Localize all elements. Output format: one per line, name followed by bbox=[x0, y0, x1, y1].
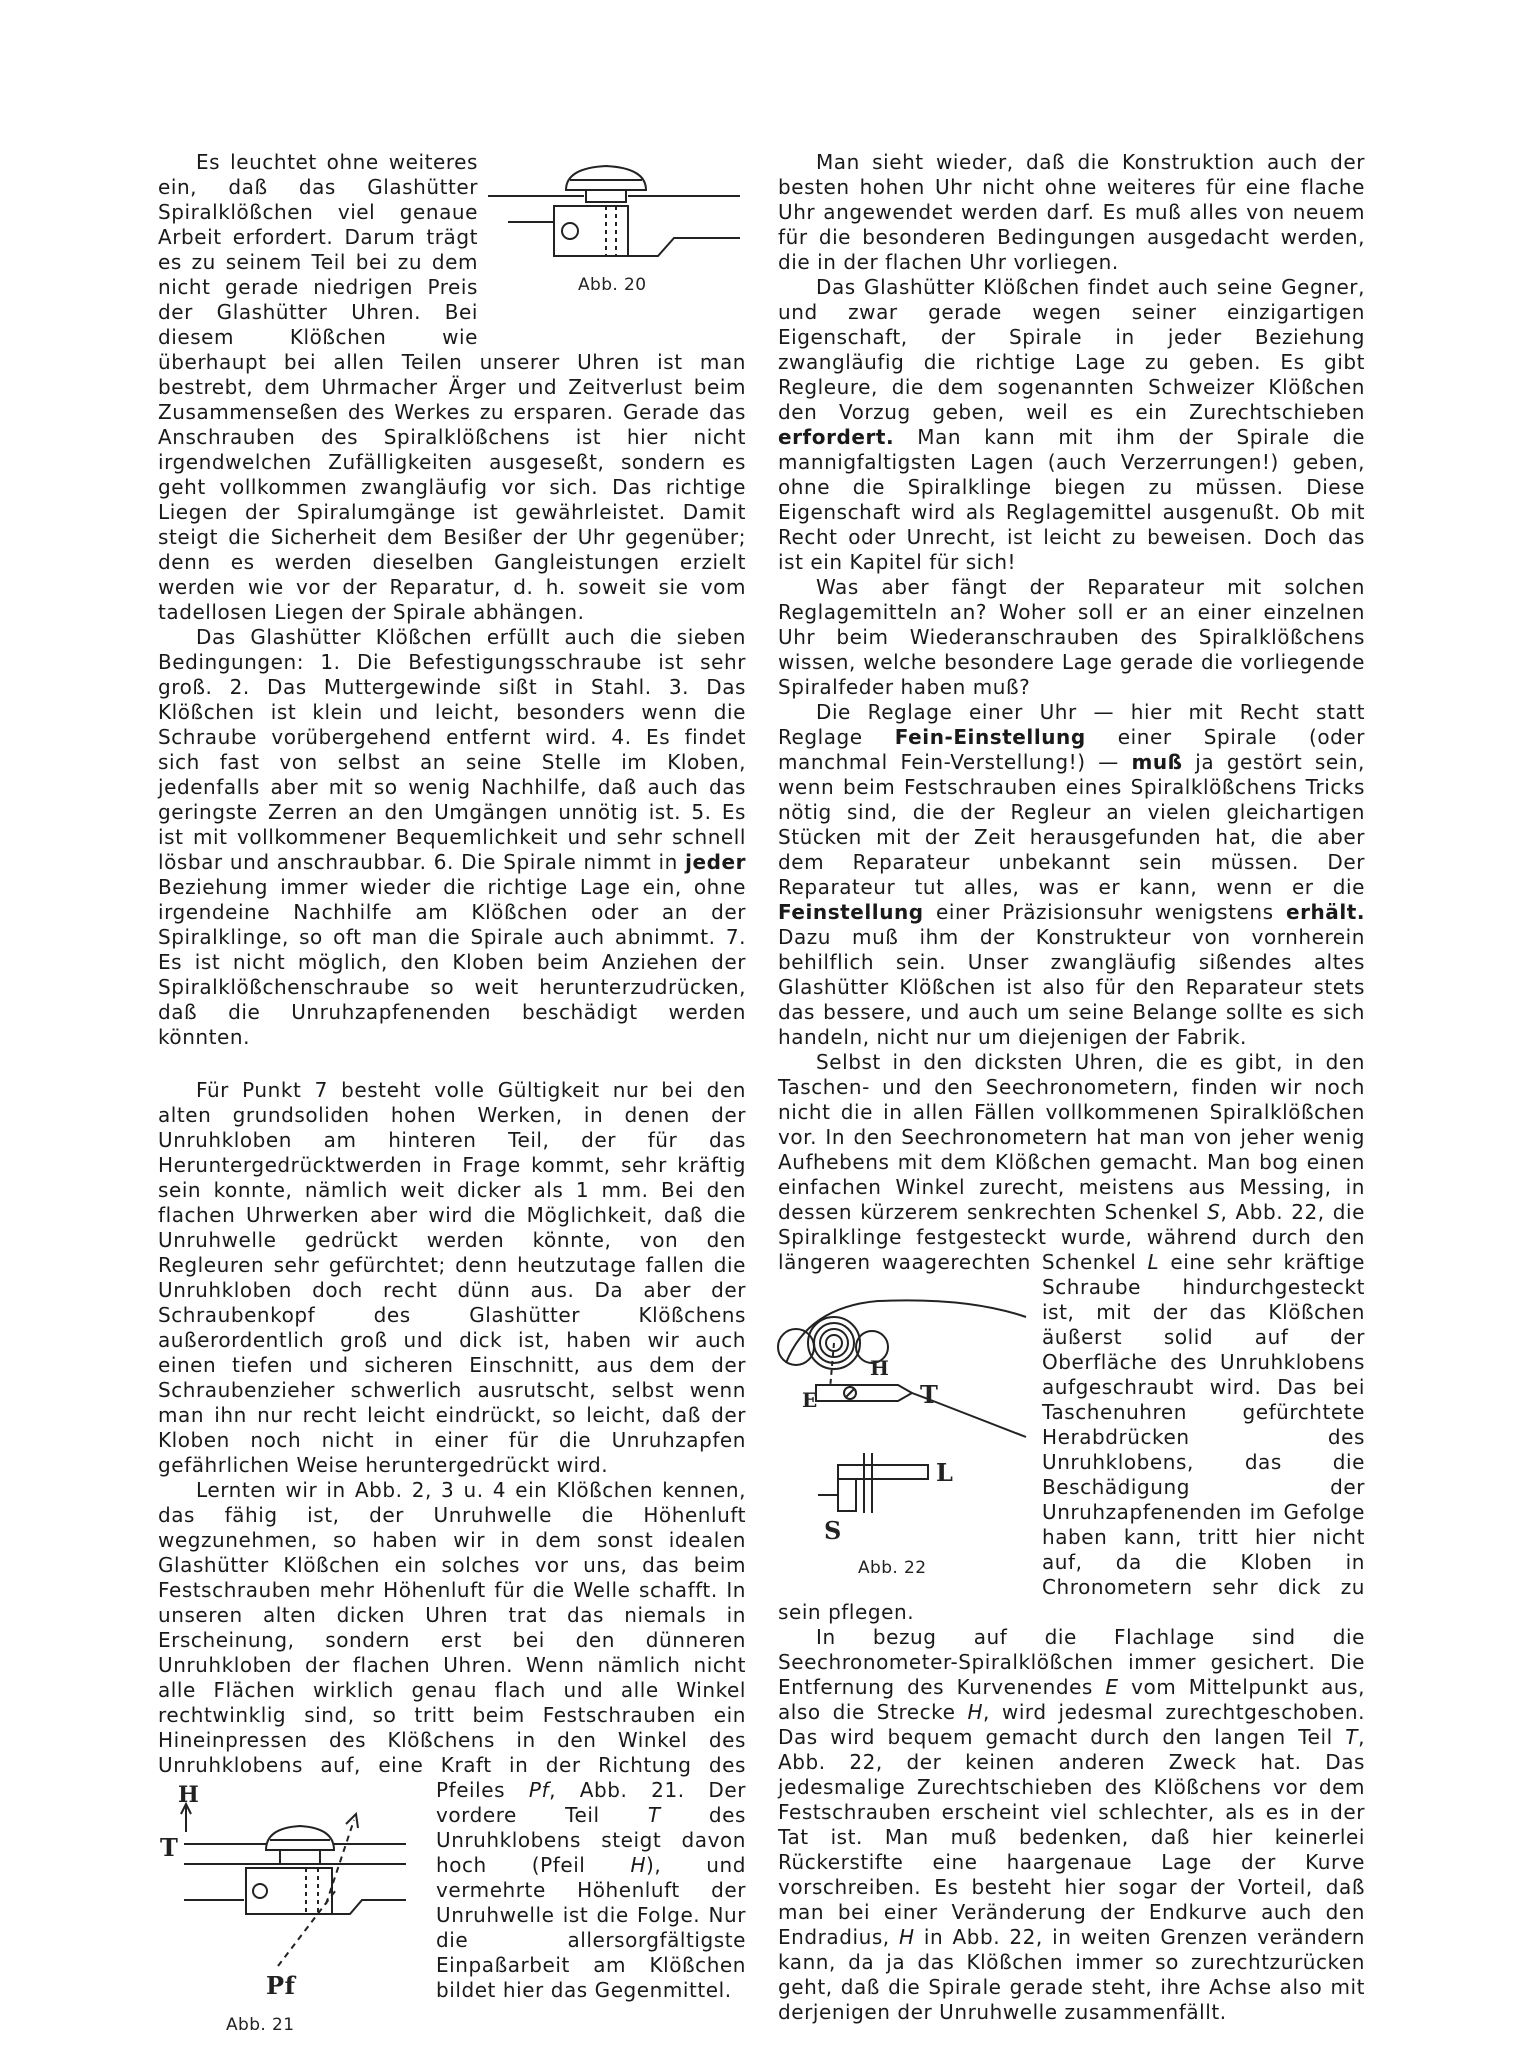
right-paragraph-6: In bezug auf die Flachlage sind die Seechronometer-Spiralklößchen immer gesichert. Die Entfernung des Kurvenendes E vom Mittelpunkt aus, also die Strecke H, wird jedesmal zurechtgeschoben. Das wird bequem gemacht durch den langen Teil T, Abb. 22, der keinen anderen Zweck hat. Das jedesmalige Zurechtschieben des Klößchens vor dem Festschrauben erscheint viel schlechter, als es in der Tat ist. Man muß bedenken, daß hier keinerlei Rückerstifte eine haargenaue Lage der Kurve vorschreiben. Es besteht hier sogar der Vorteil, daß man bei einer Veränderung der Endkurve auch den Endradius, H in Abb. 22, in weiten Grenzen verändern kann, da ja das Klößchen immer so zurechtzurücken geht, daß die Spirale gerade steht, ihre Achse also mit derjenigen der Unruhwelle zusammenfällt. bbox=[778, 1625, 1365, 2024]
figure-22-label-e: E bbox=[802, 1388, 818, 1412]
right-paragraph-2: Das Glashütter Klößchen findet auch seine Gegner, und zwar gerade wegen seiner einzigartigen Eigenschaft, der Spirale in jeder Beziehung zwangläufig die richtige Lage zu geben. Es gibt Regleure, die dem sogenannten Schweizer Klößchen den Vorzug geben, weil es ein Zurechtschieben erfordert. Man kann mit ihm der Spirale die mannigfaltigsten Lagen (auch Verzerrungen!) geben, ohne die Spiralklinge biegen zu müssen. Diese Eigenschaft wird als Reglagemittel ausgenußt. Ob mit Recht oder Unrecht, ist leicht zu beweisen. Doch das ist ein Kapitel für sich! bbox=[778, 275, 1365, 574]
left-paragraph-1: Abb. 20 Es leuchtet ohne weiteres ein, daß das Glashütter Spiralklößchen viel genaue Arbeit erfordert. Darum trägt es zu seinem Teil bei zu dem nicht gerade niedrigen Preis der Glashütter Uhren. Bei diesem Klößchen wie überhaupt bei allen Teilen unserer Uhren ist man bestrebt, dem Uhrmacher Ärger und Zeitverlust beim Zusammenseßen des Werkes zu ersparen. Gerade das Anschrauben des Spiralklößchens ist hier nicht irgendwelchen Zufälligkeiten ausgeseßt, sondern es geht vollkommen zwangläufig vor sich. Das richtige Liegen der Spiralumgänge ist gewährleistet. Damit steigt die Sicherheit dem Besißer der Uhr gegenüber; denn es werden dieselben Gangleistungen erzielt werden wie vor der Reparatur, d. h. soweit sie vom tadellosen Liegen der Spirale abhängen. bbox=[158, 150, 746, 625]
right-paragraph-1: Man sieht wieder, daß die Konstruktion auch der besten hohen Uhr nicht ohne weiteres für eine flache Uhr angewendet werden darf. Es muß alles von neuem für die besonderen Bedingungen ausgedacht werden, die in der flachen Uhr vorliegen. bbox=[778, 150, 1365, 274]
right-column bbox=[778, 150, 1365, 2025]
left-paragraph-3: Für Punkt 7 besteht volle Gültigkeit nur bei den alten grundsoliden hohen Werken, in denen der Unruhkloben am hinteren Teil, der für das Heruntergedrücktwerden in Frage kommt, sehr kräftig sein konnte, nämlich weit dicker als 1 mm. Bei den flachen Uhrwerken aber wird die Möglichkeit, daß die Unruhwelle gedrückt werden könnte, von den Regleuren sehr gefürchtet; denn heutzutage fallen die Unruhkloben doch recht dünn aus. Da aber der Schraubenkopf des Glashütter Klößchens außerordentlich groß und dick ist, haben wir auch einen tiefen und sicheren Einschnitt, aus dem der Schraubenzieher schwerlich ausrutscht, selbst wenn man ihn nur recht leicht eindrückt, so leicht, daß der Kloben noch nicht in einer für die Unruhzapfen gefährlichen Weise heruntergedrückt wird. bbox=[158, 1078, 746, 1477]
figure-20 bbox=[488, 150, 750, 322]
left-column bbox=[158, 150, 746, 2034]
right-paragraph-3: Was aber fängt der Reparateur mit solchen Reglagemitteln an? Woher soll er an einer einzelnen Uhr beim Wiederanschrauben des Spiralklößchens wissen, welche besondere Lage gerade die vorliegende Spiralfeder haben muß? bbox=[778, 575, 1365, 699]
figure-20-caption: Abb. 20 bbox=[578, 275, 647, 295]
figure-22-caption: Abb. 22 bbox=[858, 1558, 927, 1578]
figure-21-label-pf: Pf bbox=[266, 1971, 296, 2000]
figure-22-label-l: L bbox=[936, 1458, 954, 1487]
left-paragraph-2: Das Glashütter Klößchen erfüllt auch die sieben Bedingungen: 1. Die Befestigungsschraube ist sehr groß. 2. Das Muttergewinde sißt in Stahl. 3. Das Klößchen ist klein und leicht, besonders wenn die Schraube vorübergehend entfernt wird. 4. Es findet sich fast von selbst an seine Stelle im Kloben, jedenfalls aber mit so wenig Nachhilfe, daß auch das geringste Zerren an den Umgängen unnötig ist. 5. Es ist mit vollkommener Bequemlichkeit und sehr schnell lösbar und anschraubbar. 6. Die Spirale nimmt in jeder Beziehung immer wieder die richtige Lage ein, ohne irgendeine Nachhilfe am Klößchen oder an der Spiralklinge, so oft man die Spirale auch abnimmt. 7. Es ist nicht möglich, den Kloben beim Anziehen der Spiralklößchenschraube so weit herunterzudrücken, daß die Unruhzapfenenden beschädigt werden könnten. bbox=[158, 625, 746, 1049]
figure-22-label-s: S bbox=[824, 1516, 842, 1545]
figure-21 bbox=[150, 1784, 424, 2034]
right-paragraph-5: Selbst in den dicksten Uhren, die es gibt, in den Taschen- und den Seechronometern, finden wir noch nicht die in allen Fällen vollkommenen Spiralklößchen vor. In den Seechronometern hat man von jeher wenig Aufhebens mit dem Klößchen gemacht. Man bog einen einfachen Winkel zurecht, meistens aus Messing, in dessen kürzerem senkrechten Schenkel S, Abb. 22, die Spiralklinge festgesteckt wurde, während durch den längeren waagerechten Schenkel H E T L S Abb. 22 L eine sehr kräftige Schraube hindurchgesteckt ist, mit der das Klößchen äußerst solid auf der Oberfläche des Unruhklobens aufgeschraubt wird. Das bei Taschenuhren gefürchtete Herabdrücken des Unruhklobens, das die Beschädigung der Unruhzapfenenden im Gefolge haben kann, tritt hier nicht auf, da die Kloben in Chronometern sehr dick zu sein pflegen. bbox=[778, 1050, 1365, 1625]
figure-22-label-h: H bbox=[870, 1356, 890, 1380]
figure-22 bbox=[768, 1277, 1032, 1583]
right-paragraph-4: Die Reglage einer Uhr — hier mit Recht statt Reglage Fein-Einstellung einer Spirale (oder manchmal Fein-Verstellung!) — muß ja gestört sein, wenn beim Festschrauben eines Spiralklößchens Tricks nötig sind, die der Regleur an vielen gleichartigen Stücken mit der Zeit herausgefunden hat, die aber dem Reparateur unbekannt sein müssen. Der Reparateur tut alles, was er kann, wenn er die Feinstellung einer Präzisionsuhr wenigstens erhält. Dazu muß ihm der Konstrukteur von vornherein behilflich sein. Unser zwangläufig sißendes altes Glashütter Klößchen ist also für den Reparateur stets das bessere, und auch um seine Belange sollte es sich handeln, nicht nur um diejenigen der Fabrik. bbox=[778, 700, 1365, 1049]
figure-21-caption: Abb. 21 bbox=[226, 2015, 295, 2034]
left-paragraph-4: Lernten wir in Abb. 2, 3 u. 4 ein Klößchen kennen, das fähig ist, der Unruhwelle die Höhenluft wegzunehmen, so haben wir in dem sonst idealen Glashütter Klößchen ein solches vor uns, das beim Festschrauben mehr Höhenluft für die Welle schafft. In unseren alten dicken Uhren trat das niemals in Erscheinung, sondern erst bei den dünneren Unruhkloben der flachen Uhren. Wenn nämlich nicht alle Flächen wirklich genau flach und alle Winkel rechtwinklig sind, so tritt beim Festschrauben ein Hineinpressen des Klößchens in den Winkel des Unruhklobens auf, eine Kraft in der Richtung des Pfeiles H T Pf Abb. 21 Pf, Abb. 21. Der vordere Teil T des Unruhklobens steigt davon hoch (Pfeil H), und vermehrte Höhenluft der Unruhwelle ist die Folge. Nur die allersorgfältigste Einpaßarbeit am Klößchen bildet hier das Gegenmittel. bbox=[158, 1478, 746, 2003]
figure-22-label-t: T bbox=[920, 1380, 939, 1409]
figure-21-label-t: T bbox=[160, 1833, 179, 1862]
figure-21-label-h: H bbox=[178, 1784, 200, 1808]
